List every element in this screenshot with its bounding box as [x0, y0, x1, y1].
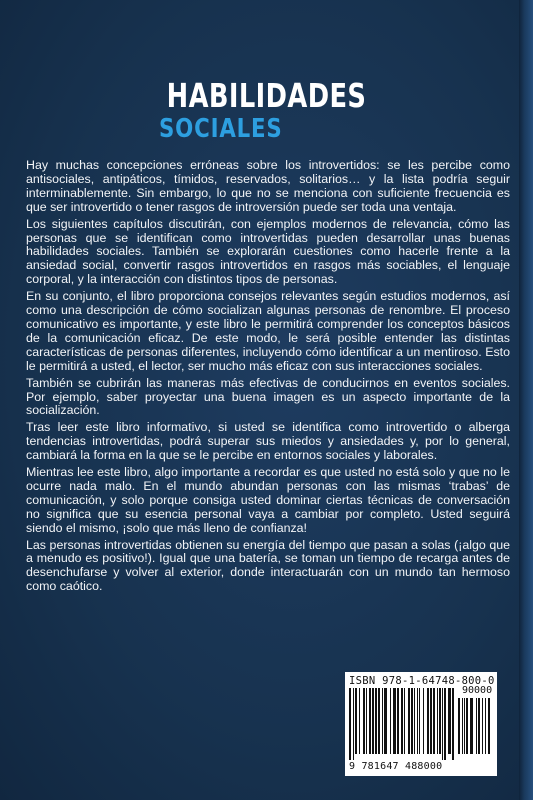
barcode-bar: [439, 688, 441, 754]
barcode-bar: [478, 698, 480, 754]
barcode-bar: [355, 688, 357, 754]
barcode-bar: [437, 688, 438, 754]
barcode-bar: [419, 688, 420, 754]
barcode-bar: [408, 688, 410, 754]
barcode-bar: [476, 698, 477, 754]
barcode-bar: [411, 688, 413, 754]
barcode-bar: [390, 688, 391, 754]
barcode-bar: [401, 688, 403, 754]
blurb-paragraph: Mientras lee este libro, algo importante a recordar es que usted no está solo y que no le ocurre nada malo. En el mundo abundan personas con las mismas ‘trabas’ de comunicación, y solo porque consiga usted dominar ciertas técnicas de conversación no significa que su esencia personal vaya a cambiar por completo. Usted seguirá siendo el mismo, ¡solo que más lleno de confianza!: [26, 465, 510, 535]
barcode-bar: [448, 688, 451, 754]
addon-code: 90000: [462, 685, 493, 696]
title-line-1: HABILIDADES: [166, 76, 367, 115]
barcode-bar: [470, 698, 473, 754]
barcode-bar: [372, 688, 374, 754]
blurb-paragraph: Tras leer este libro informativo, si usted se identifica como introvertido o alberga tendencias introvertidas, podrá superar sus miedos y ansiedades y, por lo general, cambiará la forma en la que se le percibe en entornos sociales y laborales.: [26, 420, 510, 463]
ean-barcode-bars: [349, 688, 455, 760]
barcode-bar: [393, 688, 396, 754]
barcode-bar: [464, 698, 465, 754]
barcode-bar: [485, 698, 486, 754]
barcode-bar: [482, 698, 483, 754]
barcode-bar: [444, 688, 446, 760]
barcode-bar: [404, 688, 405, 754]
blurb-paragraph: También se cubrirán las maneras más efectivas de conducirnos en eventos sociales. Por ejemplo, saber proyectar una buena imagen es un aspecto importante de la socialización.: [26, 375, 510, 418]
blurb-paragraph: Hay muchas concepciones erróneas sobre los introvertidos: se les percibe como antisociales, antipáticos, tímidos, reservados, solitarios… y la lista podría seguir interminablemente. Sin embargo, lo que no se menciona con suficiente frecuencia es que ser introvertido o tener rasgos de introversión puede ser toda una ventaja.: [26, 158, 510, 214]
barcode-bar: [353, 688, 354, 760]
barcode-bar: [363, 688, 365, 754]
barcode-bar: [462, 698, 463, 754]
barcode-bar: [417, 688, 418, 754]
barcode-bar: [378, 688, 380, 754]
barcode-bar: [359, 688, 360, 754]
blurb-paragraph: Los siguientes capítulos discutirán, con ejemplos modernos de relevancia, cómo las personas que se identifican como introvertidas pueden desarrollar unas buenas habilidades sociales. También se explorarán cuestiones como hacerle frente a la ansiedad social, convertir rasgos introvertidos en rasgos más sociables, el lenguaje corporal, y la interacción con distintos tipos de personas.: [26, 216, 510, 287]
barcode-bar: [442, 688, 443, 760]
barcode-bar: [452, 688, 454, 760]
book-title: [0, 78, 533, 144]
blurb-paragraph: En su conjunto, el libro proporciona consejos relevantes según estudios modernos, así como una descripción de cómo socializan algunas personas de renombre. El proceso comunicativo es importante, y este libro le permitirá comprender los conceptos básicos de la comunicación eficaz. De este modo, le será posible entender las distintas características de personas diferentes, incluyendo cómo identificar a un mentiroso. Esto le permitirá a usted, el lector, ser mucho más eficaz con sus interacciones sociales.: [26, 289, 510, 373]
barcode-bar: [397, 688, 399, 754]
barcode-bar: [349, 688, 351, 760]
isbn-barcode: [345, 672, 497, 776]
addon-barcode-bars: [458, 698, 493, 760]
barcode-bar: [423, 688, 424, 754]
barcode-bar: [369, 688, 371, 754]
barcode-bar: [488, 698, 490, 754]
barcode-bar: [414, 688, 415, 754]
barcode-bar: [433, 688, 435, 754]
isbn-label: ISBN 978-1-64748-800-0: [349, 675, 495, 687]
title-line-2: SOCIALES: [158, 114, 283, 144]
barcode-bar: [466, 698, 468, 754]
barcode-bar: [366, 688, 367, 754]
barcode-bar: [427, 688, 429, 754]
barcode-bar: [375, 688, 377, 754]
barcode-bar: [384, 688, 387, 754]
blurb-paragraph: Las personas introvertidas obtienen su energía del tiempo que pasan a solas (¡algo que a menudo es positivo!). Igual que una batería, se toman un tiempo de recarga antes de desenchufarse y volver al exterior, donde interactuarán con un mundo tan hermoso como caótico.: [26, 537, 510, 594]
barcode-bar: [430, 688, 432, 754]
barcode-bar: [382, 688, 383, 754]
barcode-bar: [458, 698, 460, 754]
ean-digits: 9 781647 488000: [349, 761, 443, 772]
back-cover-blurb: [26, 159, 510, 597]
